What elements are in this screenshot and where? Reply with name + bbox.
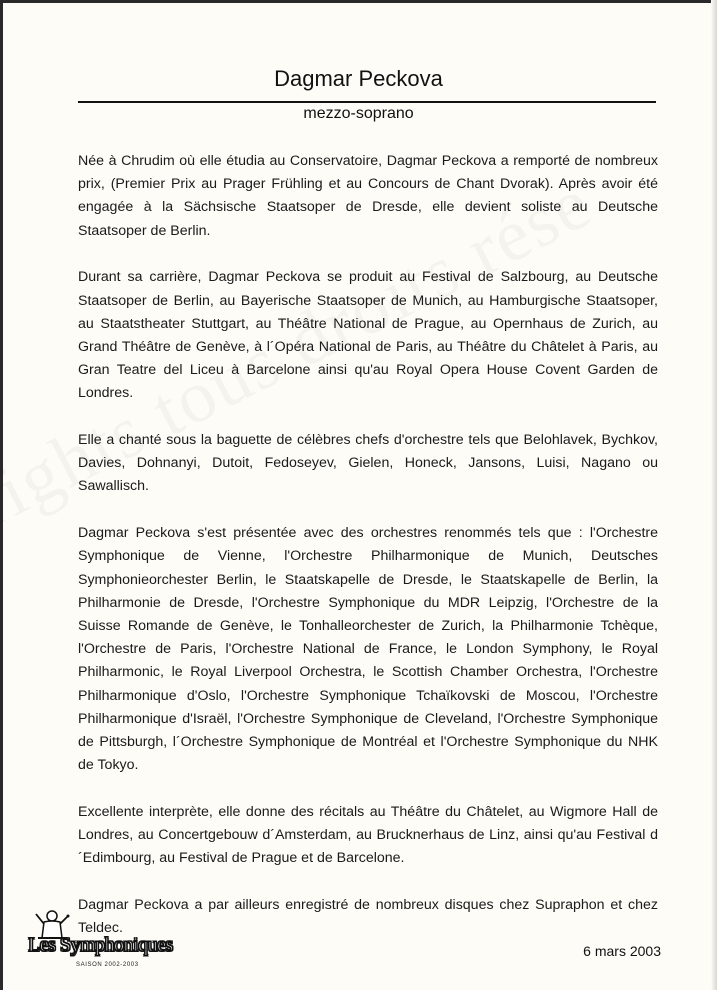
document-date: 6 mars 2003	[583, 943, 661, 959]
logo-season: SAISON 2002-2003	[76, 962, 139, 968]
paragraph-conductors: Elle a chanté sous la baguette de célèbres chefs d'orchestre tels que Belohlavek, Bychkov, Davies, Dohnanyi, Dutoit, Fedoseyev, Gielen, Honeck, Jansons, Luisi, Nagano ou Sawallisch.	[78, 432, 658, 495]
page-subtitle: mezzo-soprano	[303, 105, 414, 122]
title-divider	[78, 101, 656, 103]
paragraph-recitals: Excellente interprète, elle donne des récitals au Théâtre du Châtelet, au Wigmore Hall de Londres, au Concertgebouw d´Amsterdam, au Brucknerhaus de Linz, ainsi qu'au Festival d´Edimbourg, au Festival de Prague et de Barcelone.	[78, 803, 658, 867]
document-body	[78, 150, 658, 964]
paragraph-career: Durant sa carrière, Dagmar Peckova se produit au Festival de Salzbourg, au Deutsche Staatsoper de Berlin, au Bayerische Staatsoper de Munich, au Hamburgische Staatsoper, au Staatstheater Stuttgart, au Théâtre National de Prague, au Opernhaus de Zurich, au Grand Théâtre de Genève, à l´Opéra National de Paris, au Théâtre du Châtelet à Paris, au Gran Teatre del Liceu à Barcelone ainsi qu'au Royal Opera House Covent Garden de Londres.	[78, 269, 658, 402]
paragraph-recordings: Dagmar Peckova a par ailleurs enregistré de nombreux disques chez Supraphon et chez Teldec.	[78, 896, 658, 937]
page-title: Dagmar Peckova	[274, 66, 443, 91]
paragraph-bio: Née à Chrudim où elle étudia au Conservatoire, Dagmar Peckova a remporté de nombreux prix, (Premier Prix au Prager Frühling et au Concours de Chant Dvorak). Après avoir été engagée à la Sächsische Staatsoper de Dresde, elle devient soliste au Deutsche Staatsoper de Berlin.	[78, 153, 658, 239]
logo-wordmark: Les Symphoniques	[28, 934, 173, 956]
page-shadow	[711, 0, 717, 990]
paragraph-orchestras: Dagmar Peckova s'est présentée avec des orchestres renommés tels que : l'Orchestre Symphonique de Vienne, l'Orchestre Philharmonique de Munich, Deutsches Symphonieorchester Berlin, le Staatskapelle de Dresde, le Staatskapelle de Berlin, la Philharmonie de Dresde, l'Orchestre Symphonique du MDR Leipzig, l'Orchestre de la Suisse Romande de Genève, le Tonhalleorchester de Zurich, la Philharmonie Tchèque, l'Orchestre de Paris, l'Orchestre National de France, le London Symphony, le Royal Philharmonic, le Royal Liverpool Orchestra, le Scottish Chamber Orchestra, l'Orchestre Philharmonique d'Oslo, l'Orchestre Symphonique Tchaïkovski de Moscou, l'Orchestre Philharmonique d'Israël, l'Orchestre Symphonique de Cleveland, l'Orchestre Symphonique de Pittsburgh, l´Orchestre Symphonique de Montréal et l'Orchestre Symphonique du NHK de Tokyo.	[78, 525, 658, 774]
les-symphoniques-logo	[28, 908, 193, 974]
